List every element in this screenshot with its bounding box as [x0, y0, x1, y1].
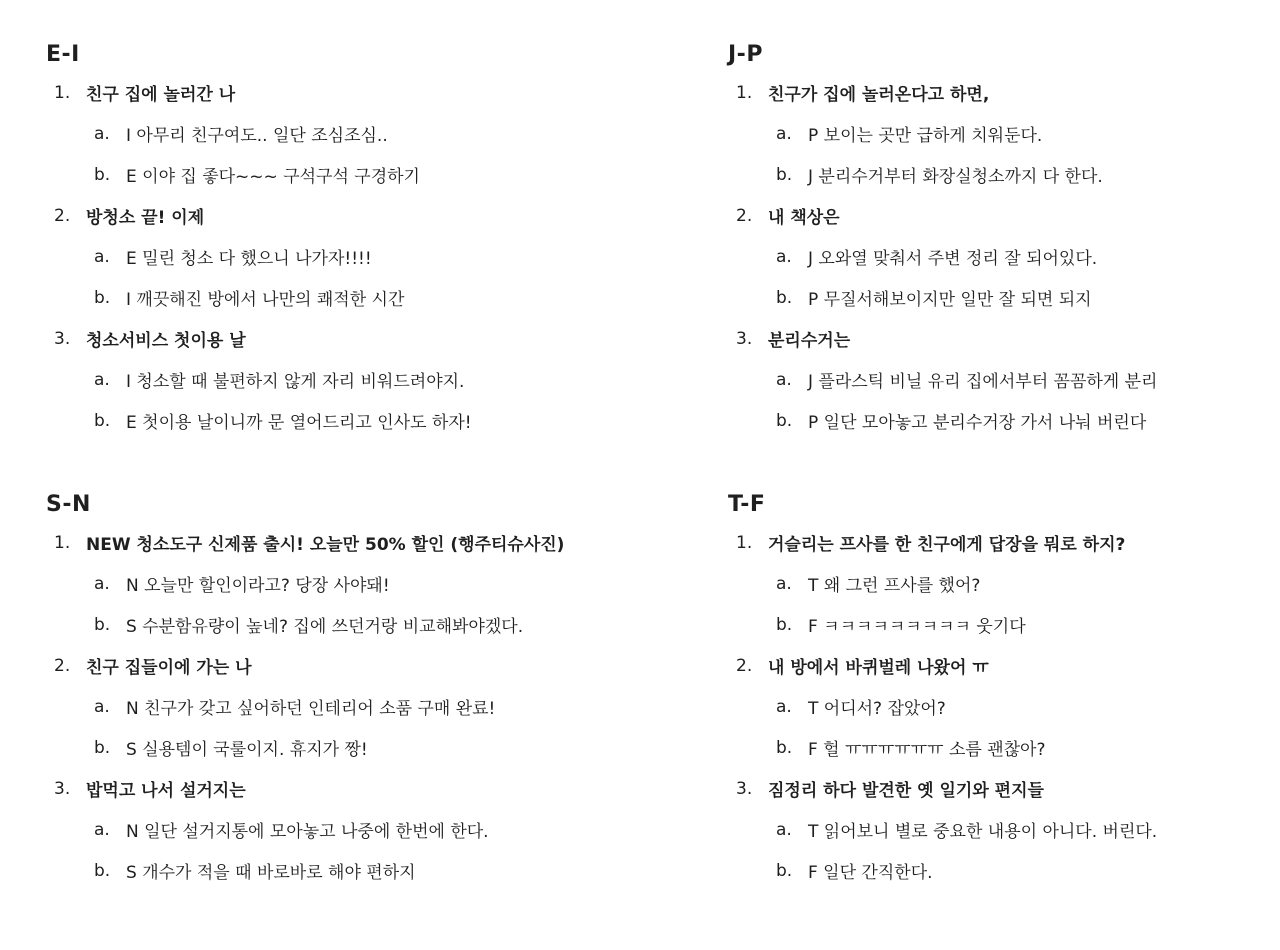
answer-letter: b.: [94, 860, 111, 881]
question-row: [728, 318, 1248, 359]
answer-item: [728, 236, 1248, 277]
answer-letter: a.: [776, 369, 792, 390]
section-title: S-N: [46, 492, 91, 517]
question-item: [46, 195, 566, 318]
answer-item: [728, 113, 1248, 154]
answer-text: P 무질서해보이지만 일만 잘 되면 되지: [808, 290, 1092, 310]
question-item: [728, 768, 1248, 891]
question-text: 친구가 집에 놀러온다고 하면,: [768, 85, 990, 105]
answer-item: [728, 154, 1248, 195]
answer-text: E 첫이용 날이니까 문 열어드리고 인사도 하자!: [126, 413, 472, 433]
answer-item: [728, 686, 1248, 727]
answer-letter: a.: [94, 696, 110, 717]
question-row: [728, 195, 1248, 236]
question-number: 2.: [54, 205, 71, 226]
section-e-i: [46, 38, 566, 441]
answer-item: [46, 277, 566, 318]
section-s-n: [46, 488, 566, 891]
answer-text: I 아무리 친구여도.. 일단 조심조심..: [126, 126, 388, 146]
answer-text: N 오늘만 할인이라고? 당장 사야돼!: [126, 576, 390, 596]
answer-list: [46, 359, 566, 441]
question-number: 1.: [736, 532, 753, 553]
question-row: [728, 522, 1248, 563]
question-item: [46, 318, 566, 441]
answer-letter: b.: [94, 737, 111, 758]
answer-letter: b.: [776, 860, 793, 881]
section-t-f: [728, 488, 1248, 891]
question-number: 3.: [736, 778, 753, 799]
question-list: [728, 72, 1248, 441]
question-item: [728, 522, 1248, 645]
answer-letter: b.: [94, 287, 111, 308]
answer-item: [728, 359, 1248, 400]
answer-item: [728, 563, 1248, 604]
answer-text: N 일단 설거지통에 모아놓고 나중에 한번에 한다.: [126, 822, 489, 842]
answer-list: [46, 113, 566, 195]
answer-letter: b.: [776, 410, 793, 431]
answer-text: S 수분함유량이 높네? 집에 쓰던거랑 비교해봐야겠다.: [126, 617, 524, 637]
question-text: 짐정리 하다 발견한 옛 일기와 편지들: [768, 781, 1044, 801]
question-row: [728, 768, 1248, 809]
question-row: [46, 645, 566, 686]
question-list: [46, 72, 566, 441]
question-item: [728, 645, 1248, 768]
question-number: 1.: [54, 532, 71, 553]
question-item: [46, 768, 566, 891]
answer-letter: b.: [94, 410, 111, 431]
question-item: [728, 318, 1248, 441]
answer-item: [728, 850, 1248, 891]
answer-text: P 보이는 곳만 급하게 치워둔다.: [808, 126, 1043, 146]
question-row: [46, 768, 566, 809]
answer-text: J 플라스틱 비닐 유리 집에서부터 꼼꼼하게 분리: [808, 372, 1158, 392]
question-item: [46, 522, 566, 645]
answer-text: E 밀린 청소 다 했으니 나가자!!!!: [126, 249, 372, 269]
answer-text: E 이야 집 좋다~~~ 구석구석 구경하기: [126, 167, 420, 187]
answer-letter: b.: [94, 164, 111, 185]
answer-item: [46, 850, 566, 891]
question-row: [46, 195, 566, 236]
answer-text: T 왜 그런 프사를 했어?: [808, 576, 981, 596]
question-row: [46, 72, 566, 113]
question-number: 2.: [736, 655, 753, 676]
answer-item: [46, 686, 566, 727]
answer-letter: a.: [776, 819, 792, 840]
answer-letter: a.: [94, 369, 110, 390]
question-row: [728, 645, 1248, 686]
question-text: 친구 집들이에 가는 나: [86, 658, 252, 678]
answer-list: [46, 563, 566, 645]
question-row: [728, 72, 1248, 113]
answer-letter: a.: [776, 246, 792, 267]
answer-letter: a.: [94, 123, 110, 144]
answer-letter: a.: [776, 696, 792, 717]
answer-item: [46, 727, 566, 768]
answer-text: T 어디서? 잡았어?: [808, 699, 946, 719]
section-j-p: [728, 38, 1248, 441]
question-text: 방청소 끝! 이제: [86, 208, 205, 228]
question-text: 밥먹고 나서 설거지는: [86, 781, 246, 801]
question-item: [728, 72, 1248, 195]
answer-list: [46, 809, 566, 891]
question-item: [728, 195, 1248, 318]
answer-letter: b.: [94, 614, 111, 635]
question-item: [46, 72, 566, 195]
answer-text: I 깨끗해진 방에서 나만의 쾌적한 시간: [126, 290, 405, 310]
answer-item: [46, 359, 566, 400]
section-title: T-F: [728, 492, 766, 517]
answer-item: [46, 809, 566, 850]
answer-item: [728, 604, 1248, 645]
answer-letter: a.: [94, 246, 110, 267]
question-number: 3.: [54, 778, 71, 799]
section-title: J-P: [728, 42, 763, 67]
question-number: 3.: [54, 328, 71, 349]
question-list: [46, 522, 566, 891]
question-text: 분리수거는: [768, 331, 851, 351]
answer-list: [728, 563, 1248, 645]
answer-list: [728, 686, 1248, 768]
question-text: 거슬리는 프사를 한 친구에게 답장을 뭐로 하지?: [768, 535, 1126, 555]
question-text: 내 책상은: [768, 208, 840, 228]
answer-text: F ㅋㅋㅋㅋㅋㅋㅋㅋㅋ 웃기다: [808, 617, 1026, 637]
question-number: 2.: [736, 205, 753, 226]
answer-letter: a.: [94, 819, 110, 840]
answer-item: [46, 236, 566, 277]
question-text: NEW 청소도구 신제품 출시! 오늘만 50% 할인 (행주티슈사진): [86, 535, 565, 555]
answer-letter: b.: [776, 737, 793, 758]
section-title: E-I: [46, 42, 80, 67]
answer-list: [728, 236, 1248, 318]
answer-letter: b.: [776, 614, 793, 635]
question-number: 1.: [736, 82, 753, 103]
answer-item: [728, 727, 1248, 768]
answer-list: [46, 236, 566, 318]
answer-list: [46, 686, 566, 768]
answer-letter: a.: [94, 573, 110, 594]
answer-item: [46, 400, 566, 441]
answer-text: N 친구가 갖고 싶어하던 인테리어 소품 구매 완료!: [126, 699, 496, 719]
answer-item: [46, 113, 566, 154]
answer-letter: a.: [776, 123, 792, 144]
question-text: 청소서비스 첫이용 날: [86, 331, 246, 351]
answer-list: [728, 359, 1248, 441]
answer-text: T 읽어보니 별로 중요한 내용이 아니다. 버린다.: [808, 822, 1158, 842]
answer-letter: b.: [776, 164, 793, 185]
answer-text: F 일단 간직한다.: [808, 863, 933, 883]
answer-text: S 개수가 적을 때 바로바로 해야 편하지: [126, 863, 416, 883]
answer-text: J 오와열 맞춰서 주변 정리 잘 되어있다.: [808, 249, 1098, 269]
question-number: 3.: [736, 328, 753, 349]
question-text: 친구 집에 놀러간 나: [86, 85, 236, 105]
answer-list: [728, 809, 1248, 891]
answer-item: [46, 563, 566, 604]
question-row: [46, 522, 566, 563]
answer-text: J 분리수거부터 화장실청소까지 다 한다.: [808, 167, 1103, 187]
question-item: [46, 645, 566, 768]
question-list: [728, 522, 1248, 891]
answer-item: [46, 604, 566, 645]
answer-letter: a.: [776, 573, 792, 594]
answer-item: [728, 809, 1248, 850]
answer-text: I 청소할 때 불편하지 않게 자리 비워드려야지.: [126, 372, 465, 392]
question-number: 1.: [54, 82, 71, 103]
answer-item: [728, 400, 1248, 441]
answer-item: [728, 277, 1248, 318]
question-number: 2.: [54, 655, 71, 676]
answer-text: S 실용템이 국룰이지. 휴지가 짱!: [126, 740, 368, 760]
answer-text: F 헐 ㅠㅠㅠㅠㅠㅠ 소름 괜찮아?: [808, 740, 1046, 760]
answer-letter: b.: [776, 287, 793, 308]
question-text: 내 방에서 바퀴벌레 나왔어 ㅠ: [768, 658, 989, 678]
answer-list: [728, 113, 1248, 195]
question-row: [46, 318, 566, 359]
answer-text: P 일단 모아놓고 분리수거장 가서 나눠 버린다: [808, 413, 1147, 433]
answer-item: [46, 154, 566, 195]
